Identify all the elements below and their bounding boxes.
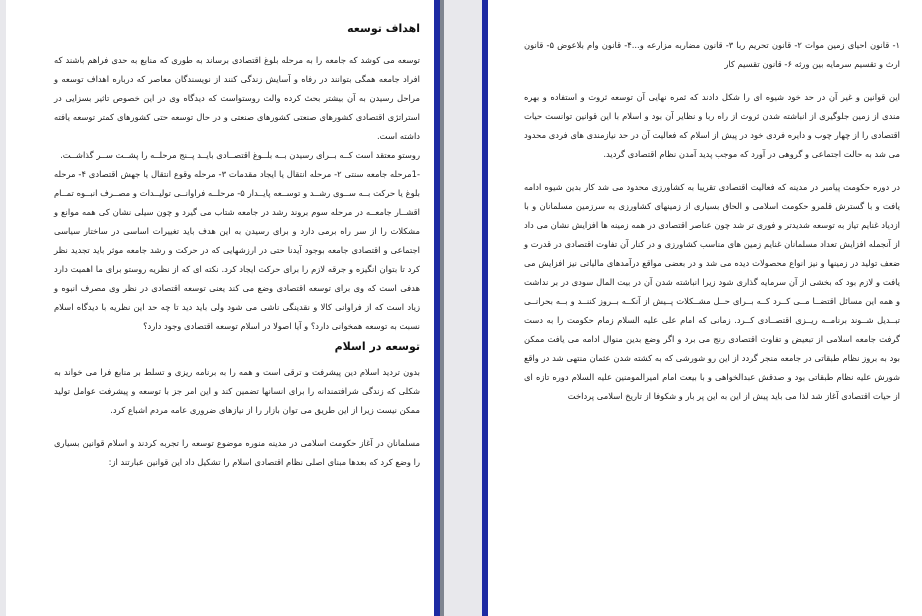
section-heading: اهداف توسعه bbox=[347, 22, 420, 35]
page-divider bbox=[434, 0, 488, 616]
paragraph: در دوره حکومت پیامبر در مدینه که فعالیت اقتصادی تقریبا به کشاورزی محدود می شد کار بدین شیوه ادامه یافت و با گسترش قلمرو حکومت اسلامی و الحاق بسیاری از زمینهای کشاورزی به سرزمین مسلمانان و با ازدیاد غنایم تیاز به توسعه شدیدتر و فوری تر شد چون عناصر اقتصادی در همه زمینه ها افزایش نشان می داد از آنجمله افزایش تعداد مسلمانان غنایم زمین های مناسب کشاورزی و در کنار آن تفاوت اقتصادی در قدرت و ضعف تولید در زمینها و نیز انواع محصولات دیده می شد و در بعضی مواقع درآمدهای مالیاتی نیز افزایش می یافت و لازم بود که بخشی از آن سرمایه گذاری شود زیرا انباشته شدن آن در بیت المال سودی در بر نداشت و همه این مسائل اقتضــا مــی کــرد کــه بــرای حــل مشــکلات پــیش از آنکــه بــروز کننــد و بــه بحرانــی تبــدیل شــوند برنامــه ریــزی اقتصــادی کــرد. زمانی که امام علی علیه السلام زمام حکومت را به دست گرفت جامعه اسلامی از تبعیض و تفاوت اقتصادی رنج می برد و اگر وضع بدین منوال ادامه می یافت ممکن بود به بروز نظام طبقاتی در جامعه منجر گردد از این رو شورشی که به کشته شدن عثمان منتهی شد در واقع شورش علیه نظام طبقاتی بود و صدقش عبدالخواهی و با بیعت امام امیرالمومنین علیه السلام دوره تازه ای از حیات اقتصادی آغاز شد لذا می باید پیش از این به این پر بار و شکوفا از تاریخ اسلامی پرداخت bbox=[524, 182, 900, 401]
paragraph: -1مرحله جامعه سنتی ۲- مرحله انتقال یا ایجاد مقدمات ۳- مرحله وقوع انتقال یا جهش اقتصادی ۴- مرحله بلوغ یا حرکت بــه ســوی رشــد و توســعه پایــدار ۵- مرحلــه فراوانــی تولیــدات و مصــرف انبــوه تمــام اقشــار جامعــه در مرحله سوم بروند رشد در جامعه شتاب می گیرد و چون سیلی نشان کی همه موانع و مشکلات را از سر راه برمی دارد و برای رسیدن به این هدف باید تغییرات اساسی در ساختار سیاسی اجتماعی و اقتصادی جامعه بوجود آیدنا حتی در ارزشهایی که در حرکت و رشد جامعه موثر باید تجدید نظر کرد تا بتوان انگیزه و جرقه لازم را برای حرکت ایجاد کرد. نکته ای که از نظریه روستو برای ما اهمیت دارد هدفی است که وی برای توسعه اقتصادی وضع می کند یعنی توسعه اقتصادی در نظر وی مصرف انبوه و زیاد است که از فراوانی کالا و نقدینگی ناشی می شود ولی باید دید تا چه حد این نظریه با دیدگاه اسلام نسبت به توسعه همخوانی دارد؟ و آیا اصولا در اسلام توسعه اقتصادی وجود دارد؟ bbox=[54, 169, 420, 331]
document-page-left bbox=[6, 0, 434, 616]
paragraph: مسلمانان در آغاز حکومت اسلامی در مدینه منوره موضوع توسعه را تجربه کردند و اسلام قوانین بسیاری را وضع کرد که بعدها مبنای اصلی نظام اقتصادی اسلام را تشکیل داد این قوانین عبارتند از: bbox=[54, 438, 420, 467]
section-heading: توسعه در اسلام bbox=[334, 340, 420, 353]
paragraph: این قوانین و غیر آن در حد خود شیوه ای را شکل دادند که ثمره نهایی آن توسعه ثروت و استفاده و بهره مندی از زمین جلوگیری از انباشته شدن ثروت از راه ربا و نظایر آن بود و اسلام با این قوانین توانست حیات اقتصادی را از چهار چوب و دایره فردی خود در پیش از اسلام که فعالیت آن در حد نیازمندی های فردی محدود می شد به حالت اجتماعی و گروهی در آورد که موجب پدید آمدن نظام اقتصادی گردید. bbox=[524, 92, 900, 159]
page-shadow bbox=[440, 0, 444, 616]
paragraph: بدون تردید اسلام دین پیشرفت و ترقی است و همه را به برنامه ریزی و تسلط بر منابع فرا می خواند به شکلی که زندگی شرافتمندانه را برای انسانها تضمین کند و این امر جز با توسعه و پیشرفت عوامل تولید ممکن نیست زیرا از این طریق می توان بازار را از نیازهای ضروری عامه مردم اشباع کرد. bbox=[54, 367, 420, 415]
paragraph: ۱- قانون احیای زمین موات ۲- قانون تحریم ربا ۳- قانون مضاربه مزارعه و...۴- قانون وام بلاعوض ۵- قانون ارث و تقسیم سرمایه بین ورثه ۶- قانون تقسیم کار bbox=[524, 40, 900, 69]
document-page-right bbox=[488, 0, 922, 616]
paragraph: روستو معتقد است کــه بــرای رسیدن بــه بلــوغ اقتصــادی بایــد پــنج مرحلــه را پشــت ســر گذاشــت. bbox=[60, 150, 420, 160]
paragraph: توسعه می کوشد که جامعه را به مرحله بلوغ اقتصادی برساند به طوری که منابع به حدی فراهم باشند که افراد جامعه همگی بتوانند در رفاه و آسایش زندگی کنند از نویسندگان معاصر که درباره اهداف توسعه و مراحل رسیدن به آن بیشتر بحث کرده والت روستواست که دیدگاه وی در این خصوص تاثیر بسزایی در استراتژی اقتصادی کشورهای صنعتی کشورهای صنعتی و در حال توسعه حتی کشورهای کمتر توسعه یافته داشته است. bbox=[54, 55, 420, 141]
